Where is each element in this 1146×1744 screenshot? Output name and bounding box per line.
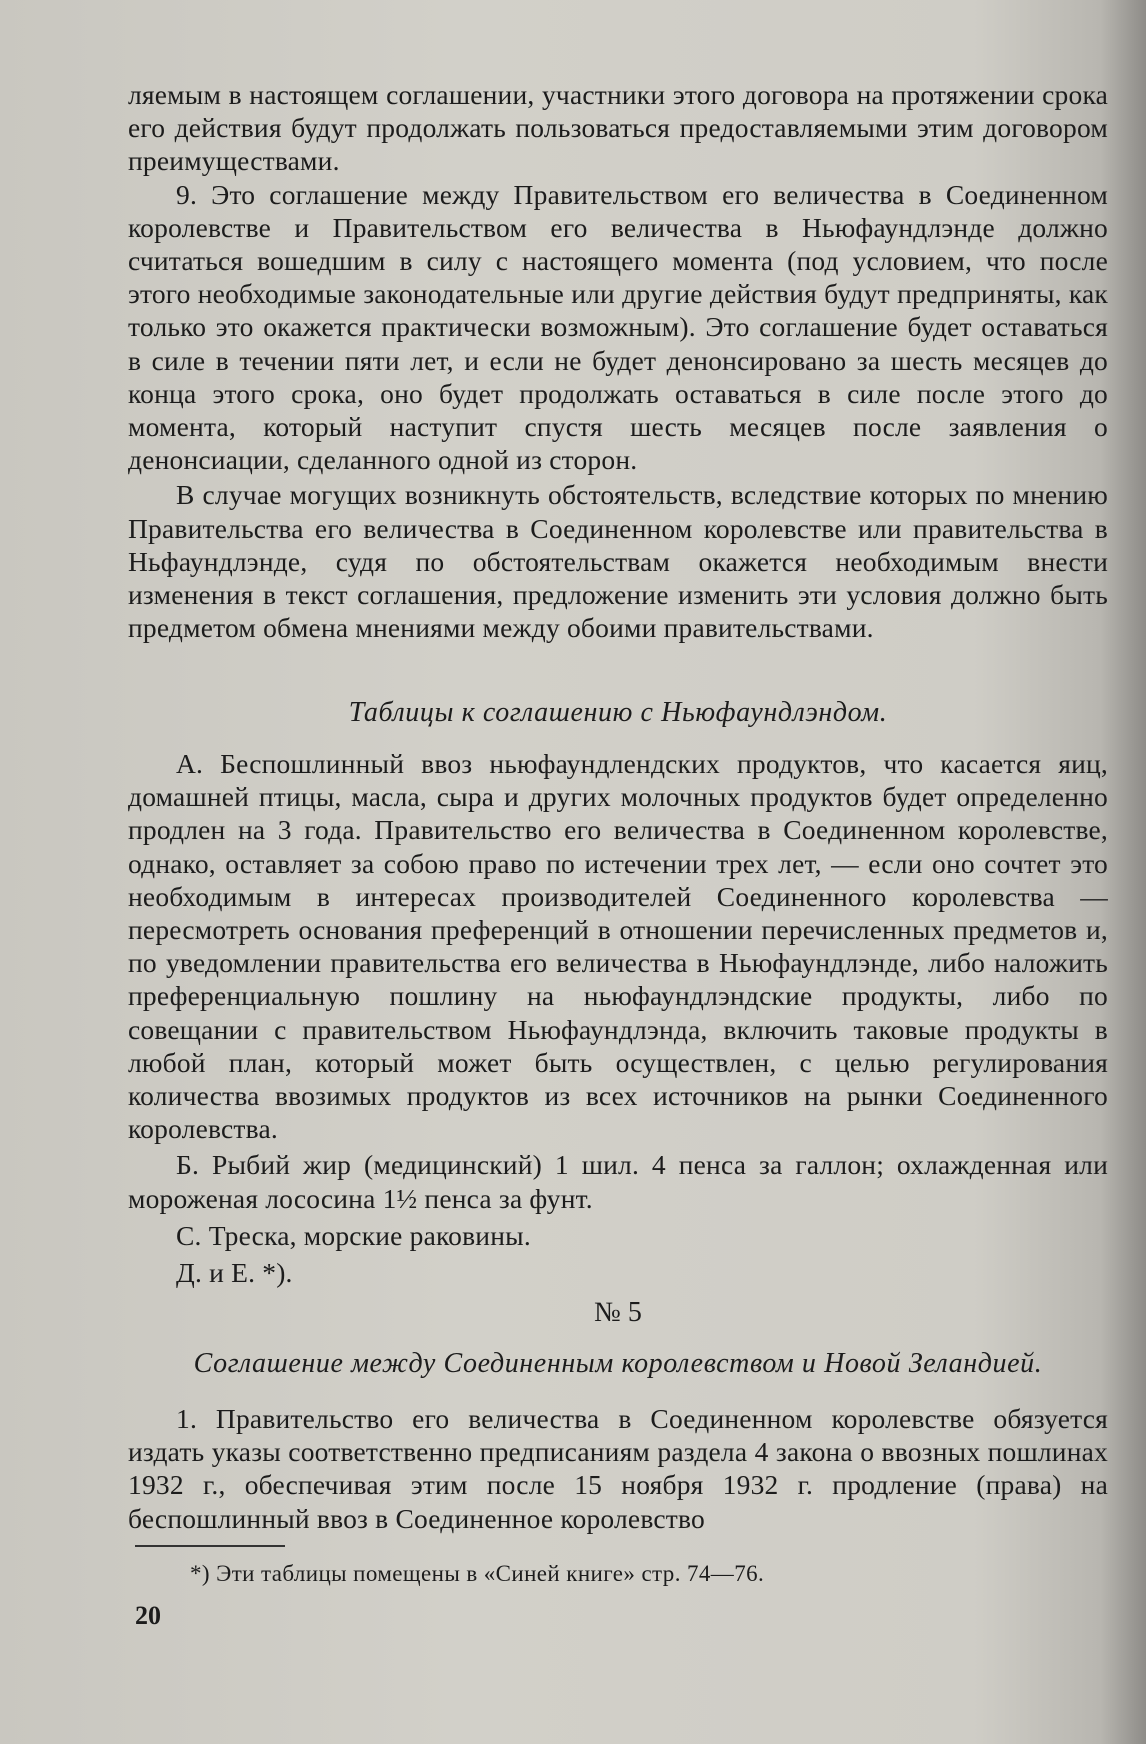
item-c: С. Треска, морские раковины. bbox=[176, 1219, 531, 1251]
section-title: Соглашение между Соединенным королевством и Новой Зеландией. bbox=[193, 1348, 1043, 1379]
tables-heading: Таблицы к соглашению с Ньюфаундлэндом. bbox=[348, 697, 888, 728]
item-de: Д. и Е. *). bbox=[176, 1257, 293, 1289]
body-text-top bbox=[128, 78, 1108, 644]
item-a: А. Беспошлинный ввоз ньюфаундлендских продуктов, что касается яиц, домашней птицы, масла, сыра и других молочных продуктов будет определенно продлен на 3 года. Правительство его величества в Соединенном королевстве, однако, оставляет за собою право по истечении трех лет, — если оно сочтет это необходимым в интересах производителей Соединенного королевства — пересмотреть основания преференций в отношении перечисленных предметов и, по уведомлении правительства его величества в Ньюфаундлэнде, либо наложить преференциальную пошлину на ньюфаундлэндские продукты, либо по совещании с правительством Ньюфаундлэнда, включить таковые продукты в любой план, который может быть осуществлен, с целью регулирования количества ввозимых продуктов из всех источников на рынки Соединенного королевства. bbox=[128, 748, 1108, 1145]
body-text-nz bbox=[128, 1402, 1108, 1535]
continuation-paragraph: ляемым в настоящем соглашении, участники этого договора на протяжении срока его действия будут продолжать пользоваться предоставляемыми этим договором преимуществами. bbox=[128, 79, 1108, 177]
paragraph-changes: В случае могущих возникнуть обстоятельств, вследствие которых по мнению Правительства его величества в Соединенном королевстве или правительства в Ньфаундлэнде, судя по обстоятельствам окажется необходимым внести изменения в текст соглашения, предложение изменить эти условия должно быть предметом обмена мнениями между обоими правительствами. bbox=[128, 479, 1108, 644]
paragraph-9: 9. Это соглашение между Правительством его величества в Соединенном королевстве и Правительством его величества в Ньюфаундлэнде должно считаться вошедшим в силу с настоящего момента (под условием, что после этого необходимые законодательные или другие действия будут предприняты, как только это окажется практически возможным). Это соглашение будет оставаться в силе в течении пяти лет, и если не будет денонсировано за шесть месяцев до конца этого срока, оно будет продолжать оставаться в силе после этого до момента, который наступит спустя шесть месяцев после заявления о денонсиации, сделанного одной из сторон. bbox=[128, 178, 1108, 476]
footnote: *) Эти таблицы помещены в «Синей книге» стр. 74—76. bbox=[190, 1561, 765, 1586]
body-text-tables bbox=[128, 747, 1108, 1289]
page-number: 20 bbox=[135, 1601, 161, 1630]
nz-paragraph-1: 1. Правительство его величества в Соединенном королевстве обязуется издать указы соответственно предписаниям раздела 4 закона о ввозных пошлинах 1932 г., обеспечивая этим после 15 ноября 1932 г. продление (права) на беспошлинный ввоз в Соединенное королевство bbox=[128, 1403, 1108, 1534]
section-number: № 5 bbox=[594, 1297, 642, 1328]
item-b: Б. Рыбий жир (медицинский) 1 шил. 4 пенса за галлон; охлажденная или мороженая лососина 1½ пенса за фунт. bbox=[128, 1149, 1108, 1214]
footnote-divider bbox=[135, 1545, 285, 1547]
